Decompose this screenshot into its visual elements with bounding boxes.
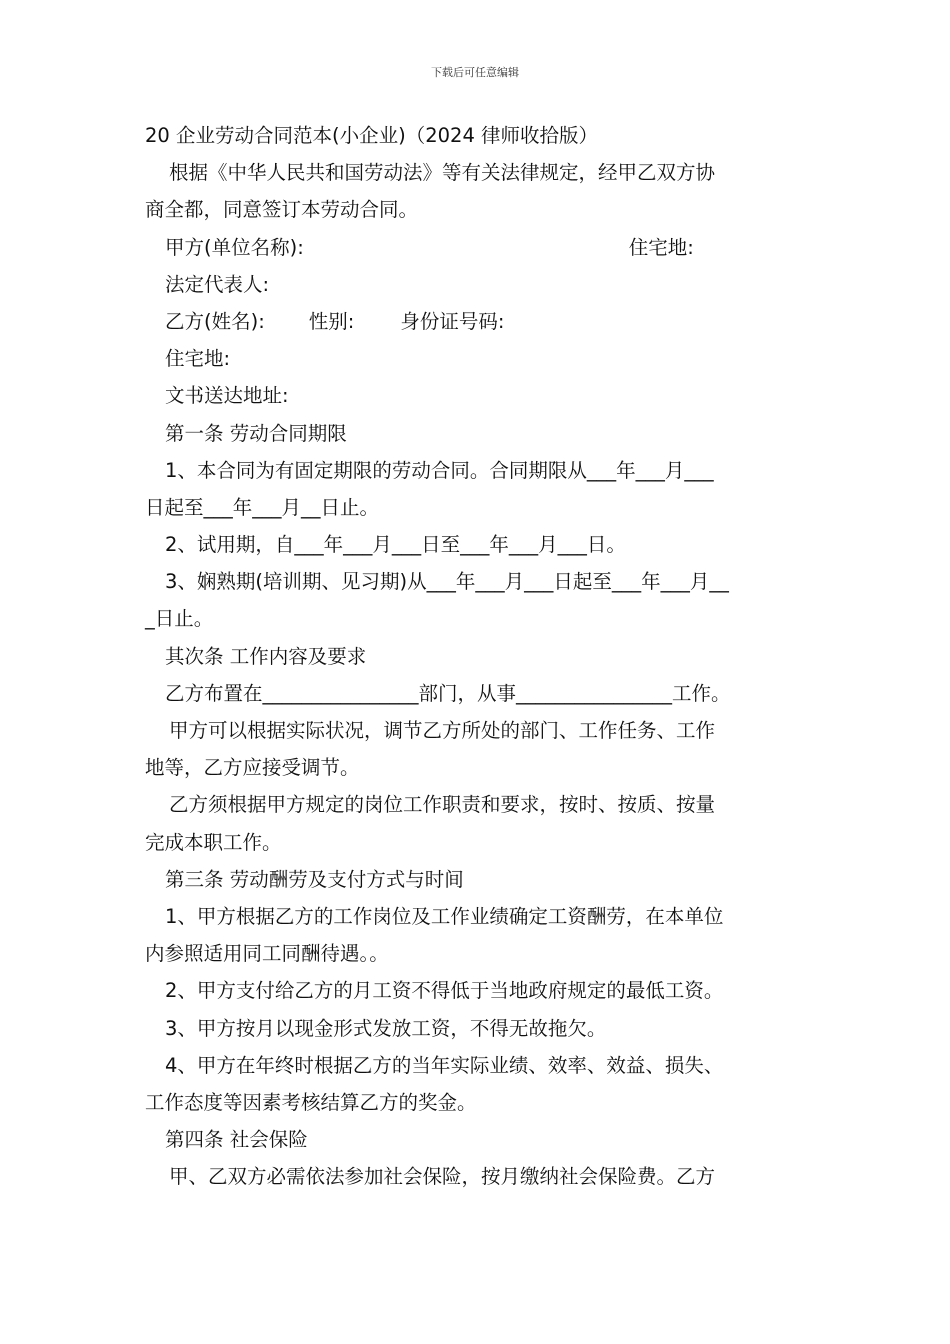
- article-3-title: 第三条 劳动酬劳及支付方式与时间: [165, 867, 464, 891]
- article-2-para-2a: 甲方可以根据实际状况，调节乙方所处的部门、工作任务、工作: [169, 719, 716, 742]
- party-a-address-label: 住宅地:: [628, 235, 694, 259]
- intro-line-1: 根据《中华人民共和国劳动法》等有关法律规定，经甲乙双方协: [169, 161, 716, 185]
- article-2-para-3b: 完成本职工作。: [145, 830, 282, 854]
- party-a-label: 甲方(单位名称):: [165, 235, 304, 259]
- document-title: 20 企业劳动合同范本(小企业)（2024 律师收拾版）: [145, 124, 599, 147]
- article-1-para-1b: 日起至___年___月__日止。: [145, 495, 380, 519]
- article-1-para-3b: _日止。: [145, 607, 214, 631]
- article-3-para-3: 3、甲方按月以现金形式发放工资，不得无故拖欠。: [165, 1016, 607, 1040]
- article-2-para-3a: 乙方须根据甲方规定的岗位工作职责和要求，按时、按质、按量: [169, 793, 716, 817]
- article-1-title: 第一条 劳动合同期限: [165, 421, 347, 445]
- article-1-para-1a: 1、本合同为有固定期限的劳动合同。合同期限从___年___月___: [165, 458, 714, 482]
- party-a-row: [145, 229, 810, 266]
- contract-body: [145, 117, 810, 1195]
- article-3-para-1b: 内参照适用同工同酬待遇。。: [145, 942, 389, 966]
- article-3-para-2: 2、甲方支付给乙方的月工资不得低于当地政府规定的最低工资。: [165, 979, 724, 1003]
- article-3-para-4b: 工作态度等因素考核结算乙方的奖金。: [145, 1090, 477, 1114]
- party-b-address-label: 住宅地:: [165, 347, 231, 371]
- article-3-para-1a: 1、甲方根据乙方的工作岗位及工作业绩确定工资酬劳，在本单位: [165, 904, 724, 928]
- article-3-para-4a: 4、甲方在年终时根据乙方的当年实际业绩、效率、效益、损失、: [165, 1053, 724, 1077]
- intro-line-2: 商全都，同意签订本劳动合同。: [145, 198, 419, 222]
- page-header-note: 下载后可任意编辑: [431, 66, 519, 79]
- article-1-para-3a: 3、娴熟期(培训期、见习期)从___年___月___日起至___年___月__: [165, 570, 729, 594]
- gender-label: 性别:: [308, 309, 355, 333]
- article-2-para-1: 乙方布置在________________部门，从事________________工作。: [165, 681, 731, 705]
- party-b-label: 乙方(姓名):: [165, 309, 265, 333]
- legal-rep-label: 法定代表人:: [165, 272, 270, 296]
- article-1-para-2: 2、试用期，自___年___月___日至___年___月___日。: [165, 533, 626, 557]
- id-number-label: 身份证号码:: [400, 309, 505, 333]
- article-2-title: 其次条 工作内容及要求: [165, 644, 367, 668]
- article-4-title: 第四条 社会保险: [165, 1128, 308, 1152]
- party-b-row: [145, 303, 810, 340]
- article-2-para-2b: 地等，乙方应接受调节。: [145, 756, 360, 780]
- article-4-para-1a: 甲、乙双方必需依法参加社会保险，按月缴纳社会保险费。乙方: [169, 1165, 716, 1189]
- service-address-label: 文书送达地址:: [165, 384, 289, 408]
